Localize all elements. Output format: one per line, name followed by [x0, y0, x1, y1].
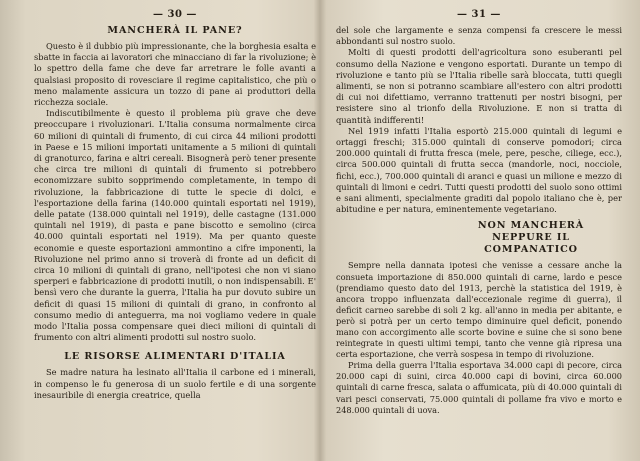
left-page: [34, 0, 316, 461]
paragraph: Se madre natura ha lesinato all'Italia il carbone ed i minerali, in compenso le fu generosa di un suolo fertile e di una sorgente inesauribile di energia creatrice, quella: [34, 367, 316, 400]
right-page: [336, 0, 622, 461]
page-number: — 30 —: [153, 9, 197, 20]
paragraph: Prima della guerra l'Italia esportava 34.000 capi di pecore, circa 20.000 capi di suini, circa 40.000 capi di bovini, circa 60.000 quintali di carne fresca, salata o affumicata, più di 40.000 quintali di vari pesci conservati, 75.000 quintali di pollame fra vivo e morto e 248.000 quintali di uova.: [336, 360, 622, 415]
section-heading: LE RISORSE ALIMENTARI D'ITALIA: [64, 351, 286, 363]
paragraph: Indiscutibilmente è questo il problema più grave che deve preoccupare i rivoluzionari. L'Italia consuma normalmente circa 60 milioni di quintali di frumento, di cui circa 44 milioni prodotti in Paese e 15 milioni importati unitamente a 5 milioni di quintali di granoturco, farina e altri cereali. Bisognerà però tener presente che circa tre milioni di quintali di frumento si potrebbero economizzare subito sopprimendo completamente, in tempo di rivoluzione, la fabbricazione di tutte le specie di dolci, e l'esportazione della farina (140.000 quintali esportati nel 1919), delle patate (138.000 quintali nel 1919), delle castagne (131.000 quintali nel 1919), di pasta e pane biscotto e semolino (circa 40.000 quintali esportati nel 1919). Ma per quanto queste economie e queste esportazioni ammontino a cifre imponenti, la Rivoluzione nel primo anno si troverà di fronte ad un deficit di circa 10 milioni di quintali di grano, nell'ipotesi che non vi siano sperperi e fabbricazione di prodotti inutili, o non indispensabili. E' bensì vero che durante la guerra, l'Italia ha pur dovuto subire un deficit di quasi 15 milioni di quintali di grano, in confronto al consumo medio di anteguerra, ma noi vogliamo vedere in quale modo l'Italia possa compensare quei dieci milioni di quintali di frumento con altri alimenti prodotti sul nostro suolo.: [34, 108, 316, 343]
paragraph: Sempre nella dannata ipotesi che venisse a cessare anche la consueta importazione di 850.000 quintali di carne, lardo e pesce (prendiamo questo dato del 1913, perchè la statistica del 1919, è ancora troppo influenzata dall'eccezionale regime di guerra), il deficit carneo sarebbe di soli 2 kg. all'anno in media per abitante, e però si potrà per un certo tempo diminuire quel deficit, ponendo mano con accorgimento alle scorte bovine e suine che si sono bene reintegrate in questi ultimi tempi, tanto che venne già ripresa una certa esportazione, che verrà sospesa in tempo di rivoluzione.: [336, 260, 622, 360]
paragraph: del sole che largamente e senza compensi fa crescere le messi abbondanti sul nostro suolo.: [336, 25, 622, 47]
paragraph: Nel 1919 infatti l'Italia esportò 215.000 quintali di legumi e ortaggi freschi; 315.000 quintali di conserve pomodori; circa 200.000 quintali di frutta fresca (mele, pere, pesche, ciliege, ecc.), circa 500.000 quintali di frutta secca (mandorle, noci, nocciole, fichi, ecc.), 700.000 quintali di aranci e quasi un milione e mezzo di quintali di limoni e cedri. Tutti questi prodotti del suolo sono ottimi e sani alimenti, specialmente graditi dal popolo italiano che è, per abitudine e per natura, eminentemente vegetariano.: [336, 125, 622, 215]
paragraph: Molti di questi prodotti dell'agricoltura sono esuberanti pel consumo della Nazione e vengono esportati. Durante un tempo di rivoluzione e tanto più se l'Italia ribelle sarà bloccata, tutti quegli alimenti, se non si potranno scambiare all'estero con altri prodotti di cui noi difettiamo, verranno trattenuti per nostri bisogni, per resistere sino al trionfo della Rivoluzione. E non si tratta di quantità indifferenti!: [336, 47, 622, 125]
page-number: — 31 —: [457, 9, 501, 20]
section-heading: NON MANCHERÀ NEPPURE IL COMPANATICO: [477, 220, 585, 256]
section-heading: MANCHERÀ IL PANE?: [107, 25, 243, 36]
paragraph: Questo è il dubbio più impressionante, che la borghesia esalta e sbatte in faccia ai lavoratori che minacciano di far la rivoluzione; è lo spettro della fame che deve far arretrare le folle avanti a qualsiasi proposito di rovesciare il regime capitalistico, che più o meno malamente assicura un tozzo di pane ai produttori della ricchezza sociale.: [34, 41, 316, 108]
